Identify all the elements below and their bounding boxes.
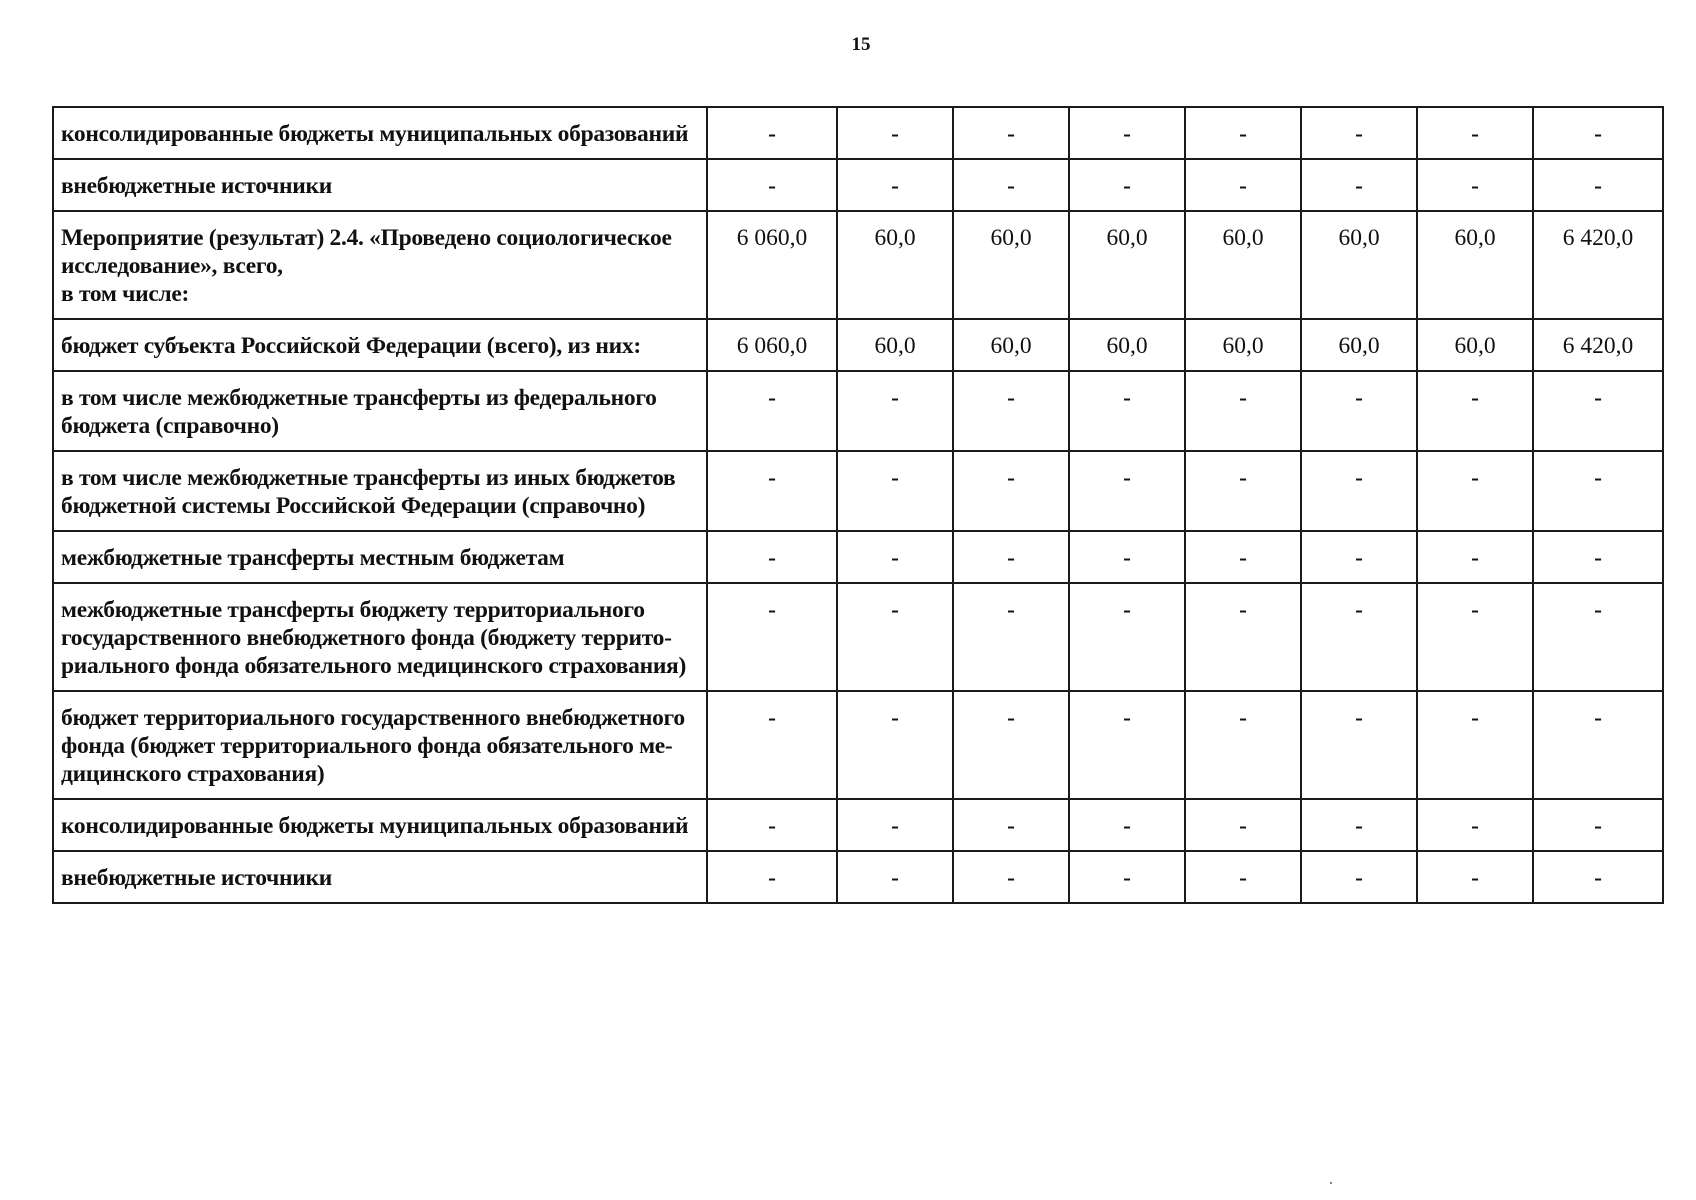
value-cell: - [1069, 159, 1185, 211]
table-row [53, 851, 1663, 903]
value-cell: 60,0 [1301, 319, 1417, 371]
row-label-line: бюджетной системы Российской Федерации (справочно) [61, 493, 646, 519]
value-cell: - [1185, 851, 1301, 903]
value-cell: 60,0 [1417, 211, 1533, 319]
value-cell: - [1301, 159, 1417, 211]
value-cell: - [1069, 371, 1185, 451]
row-label-cell [53, 159, 707, 211]
value-cell: 6 420,0 [1533, 319, 1663, 371]
value-cell: - [837, 531, 953, 583]
value-cell: - [707, 451, 837, 531]
value-cell: 6 060,0 [707, 319, 837, 371]
value-cell: - [1185, 159, 1301, 211]
value-cell: - [837, 159, 953, 211]
row-label-cell [53, 531, 707, 583]
value-cell: 60,0 [1301, 211, 1417, 319]
row-label-line: в том числе межбюджетные трансферты из федерального [61, 385, 657, 411]
value-cell: - [1301, 371, 1417, 451]
value-cell: 60,0 [837, 319, 953, 371]
value-cell: - [707, 107, 837, 159]
value-cell: - [1533, 107, 1663, 159]
value-cell: - [1069, 531, 1185, 583]
row-label-line: внебюджетные источники [61, 173, 332, 199]
value-cell: - [1301, 531, 1417, 583]
value-cell: - [1301, 107, 1417, 159]
table-row [53, 107, 1663, 159]
value-cell: - [707, 691, 837, 799]
value-cell: - [1301, 451, 1417, 531]
value-cell: - [1185, 583, 1301, 691]
row-label-line: бюджет территориального государственного внебюджетного [61, 705, 685, 731]
value-cell: - [1069, 583, 1185, 691]
value-cell: - [1185, 691, 1301, 799]
value-cell: - [953, 159, 1069, 211]
value-cell: - [953, 371, 1069, 451]
value-cell: - [1185, 371, 1301, 451]
value-cell: - [1185, 107, 1301, 159]
value-cell: - [1185, 531, 1301, 583]
value-cell: 60,0 [1069, 319, 1185, 371]
value-cell: - [1417, 851, 1533, 903]
row-label-cell [53, 319, 707, 371]
value-cell: - [953, 851, 1069, 903]
table-row [53, 211, 1663, 319]
value-cell: - [837, 371, 953, 451]
value-cell: - [707, 799, 837, 851]
value-cell: - [1533, 451, 1663, 531]
row-label-cell [53, 691, 707, 799]
value-cell: - [837, 691, 953, 799]
value-cell: - [1301, 583, 1417, 691]
row-label-line: фонда (бюджет территориального фонда обязательного ме- [61, 733, 673, 759]
value-cell: - [707, 531, 837, 583]
value-cell: - [1533, 371, 1663, 451]
value-cell: 60,0 [837, 211, 953, 319]
row-label-line: Мероприятие (результат) 2.4. «Проведено социологическое [61, 225, 672, 251]
value-cell: 60,0 [1417, 319, 1533, 371]
value-cell: - [1533, 851, 1663, 903]
value-cell: - [707, 159, 837, 211]
row-label-line: в том числе: [61, 281, 190, 307]
page-number: 15 [851, 34, 871, 55]
table-row [53, 583, 1663, 691]
value-cell: - [1417, 451, 1533, 531]
value-cell: 60,0 [953, 319, 1069, 371]
value-cell: - [707, 371, 837, 451]
value-cell: - [1185, 799, 1301, 851]
row-label-line: консолидированные бюджеты муниципальных образований [61, 813, 689, 839]
value-cell: - [953, 451, 1069, 531]
row-label-line: государственного внебюджетного фонда (бюджету террито- [61, 625, 672, 651]
row-label-line: бюджет субъекта Российской Федерации (всего), из них: [61, 333, 641, 359]
row-label-line: риального фонда обязательного медицинского страхования) [61, 653, 687, 679]
row-label-line: дицинского страхования) [61, 761, 325, 787]
value-cell: - [707, 583, 837, 691]
value-cell: - [1069, 851, 1185, 903]
value-cell: 6 420,0 [1533, 211, 1663, 319]
value-cell: - [1417, 371, 1533, 451]
value-cell: - [1533, 531, 1663, 583]
scan-speck [1330, 1182, 1332, 1184]
value-cell: - [707, 851, 837, 903]
value-cell: - [1417, 531, 1533, 583]
row-label-cell [53, 371, 707, 451]
value-cell: - [837, 451, 953, 531]
table-row [53, 451, 1663, 531]
row-label-line: межбюджетные трансферты местным бюджетам [61, 545, 565, 571]
value-cell: - [1301, 691, 1417, 799]
value-cell: 60,0 [1185, 319, 1301, 371]
row-label-line: в том числе межбюджетные трансферты из иных бюджетов [61, 465, 676, 491]
table-body [53, 107, 1663, 903]
value-cell: - [1533, 583, 1663, 691]
value-cell: - [1417, 799, 1533, 851]
value-cell: - [1533, 159, 1663, 211]
value-cell: - [1417, 159, 1533, 211]
value-cell: - [837, 107, 953, 159]
row-label-cell [53, 799, 707, 851]
value-cell: - [1301, 799, 1417, 851]
row-label-line: межбюджетные трансферты бюджету территориального [61, 597, 645, 623]
value-cell: - [837, 851, 953, 903]
value-cell: - [1301, 851, 1417, 903]
value-cell: - [1069, 799, 1185, 851]
value-cell: - [953, 107, 1069, 159]
value-cell: - [1069, 451, 1185, 531]
value-cell: - [953, 583, 1069, 691]
value-cell: - [837, 799, 953, 851]
value-cell: - [1417, 583, 1533, 691]
value-cell: - [1417, 107, 1533, 159]
financing-table [52, 106, 1664, 904]
table-row [53, 799, 1663, 851]
value-cell: - [1069, 107, 1185, 159]
value-cell: 60,0 [1185, 211, 1301, 319]
table-row [53, 691, 1663, 799]
value-cell: - [1533, 799, 1663, 851]
value-cell: - [953, 691, 1069, 799]
table-row [53, 531, 1663, 583]
row-label-cell [53, 451, 707, 531]
value-cell: - [1417, 691, 1533, 799]
row-label-line: консолидированные бюджеты муниципальных образований [61, 121, 689, 147]
value-cell: - [837, 583, 953, 691]
row-label-cell [53, 851, 707, 903]
row-label-line: внебюджетные источники [61, 865, 332, 891]
value-cell: - [953, 799, 1069, 851]
value-cell: 60,0 [953, 211, 1069, 319]
value-cell: - [953, 531, 1069, 583]
table-row [53, 371, 1663, 451]
value-cell: - [1533, 691, 1663, 799]
row-label-line: исследование», всего, [61, 253, 283, 279]
value-cell: 6 060,0 [707, 211, 837, 319]
row-label-line: бюджета (справочно) [61, 413, 279, 439]
value-cell: 60,0 [1069, 211, 1185, 319]
row-label-cell [53, 211, 707, 319]
value-cell: - [1185, 451, 1301, 531]
table-row [53, 319, 1663, 371]
row-label-cell [53, 583, 707, 691]
value-cell: - [1069, 691, 1185, 799]
table-row [53, 159, 1663, 211]
row-label-cell [53, 107, 707, 159]
